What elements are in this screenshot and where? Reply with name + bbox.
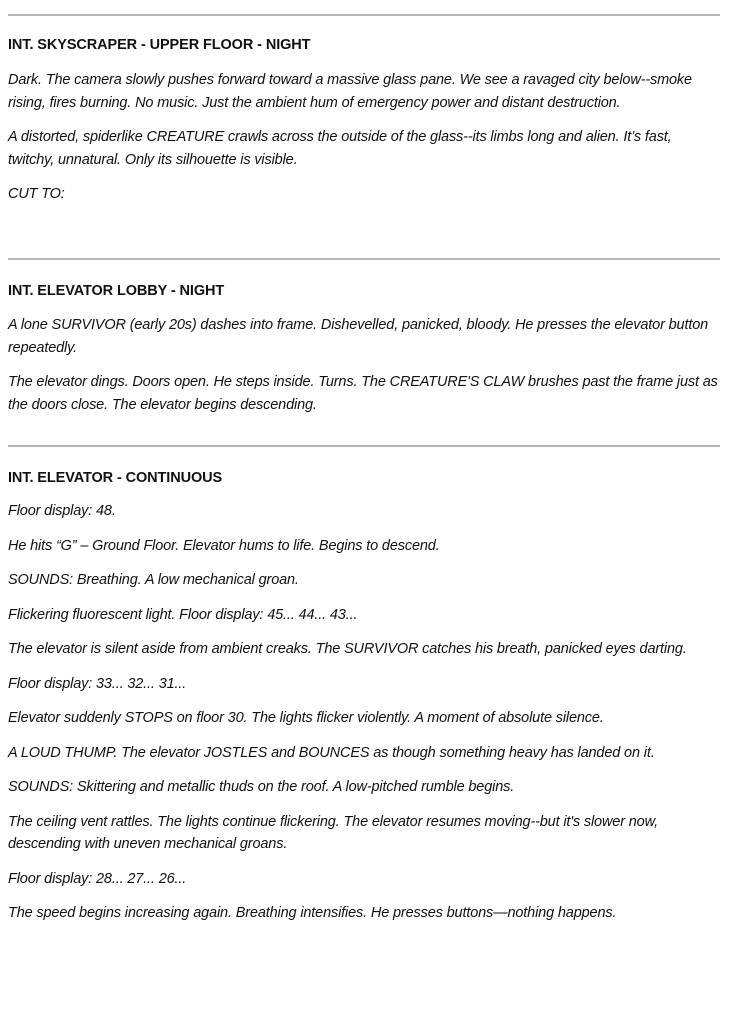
scene-elevator-lobby — [8, 258, 720, 416]
action-paragraph: The elevator is silent aside from ambient creaks. The SURVIVOR catches his breath, panicked eyes darting. — [8, 641, 687, 657]
scene-elevator-continuous — [8, 445, 720, 925]
scene-heading: INT. ELEVATOR LOBBY - NIGHT — [8, 283, 225, 299]
action-paragraph: Floor display: 33... 32... 31... — [8, 675, 187, 692]
action-paragraph: Floor display: 48. — [8, 503, 116, 519]
scene-divider — [8, 14, 720, 16]
transition: CUT TO: — [8, 186, 65, 202]
action-paragraph: A distorted, spiderlike CREATURE crawls across the outside of the glass--its limbs long and alien. It’s fast, twitchy, unnatural. Only its silhouette is visible. — [8, 129, 672, 168]
action-paragraph: Flickering fluorescent light. Floor display: 45... 44... 43... — [8, 606, 358, 623]
action-paragraph: Elevator suddenly STOPS on floor 30. The lights flicker violently. A moment of absolute silence. — [8, 710, 604, 726]
action-paragraph: The elevator dings. Doors open. He steps inside. Turns. The CREATURE'S CLAW brushes past the frame just as the doors close. The elevator begins descending. — [8, 374, 718, 413]
action-paragraph: Dark. The camera slowly pushes forward toward a massive glass pane. We see a ravaged city below--smoke rising, fires burning. No music. Just the ambient hum of emergency power and distant destruction. — [8, 72, 692, 111]
scene-skyscraper — [8, 14, 720, 206]
action-paragraph: Floor display: 28... 27... 26... — [8, 870, 187, 887]
scene-heading: INT. SKYSCRAPER - UPPER FLOOR - NIGHT — [8, 37, 311, 53]
action-paragraph: The ceiling vent rattles. The lights continue flickering. The elevator resumes moving--but it's slower now, descending with uneven mechanical groans. — [8, 813, 658, 852]
action-paragraph: He hits “G” – Ground Floor. Elevator hums to life. Begins to descend. — [8, 537, 440, 554]
action-paragraph: The speed begins increasing again. Breathing intensifies. He presses buttons—nothing happens. — [8, 905, 617, 921]
scene-divider — [8, 258, 720, 260]
action-paragraph: A lone SURVIVOR (early 20s) dashes into frame. Dishevelled, panicked, bloody. He presses the elevator button repeatedly. — [8, 317, 709, 356]
action-paragraph: A LOUD THUMP. The elevator JOSTLES and BOUNCES as though something heavy has landed on it. — [8, 744, 655, 761]
scene-heading: INT. ELEVATOR - CONTINUOUS — [8, 470, 223, 486]
action-paragraph: SOUNDS: Breathing. A low mechanical groan. — [8, 572, 299, 588]
action-paragraph: SOUNDS: Skittering and metallic thuds on the roof. A low-pitched rumble begins. — [8, 779, 515, 795]
scene-divider — [8, 445, 720, 447]
